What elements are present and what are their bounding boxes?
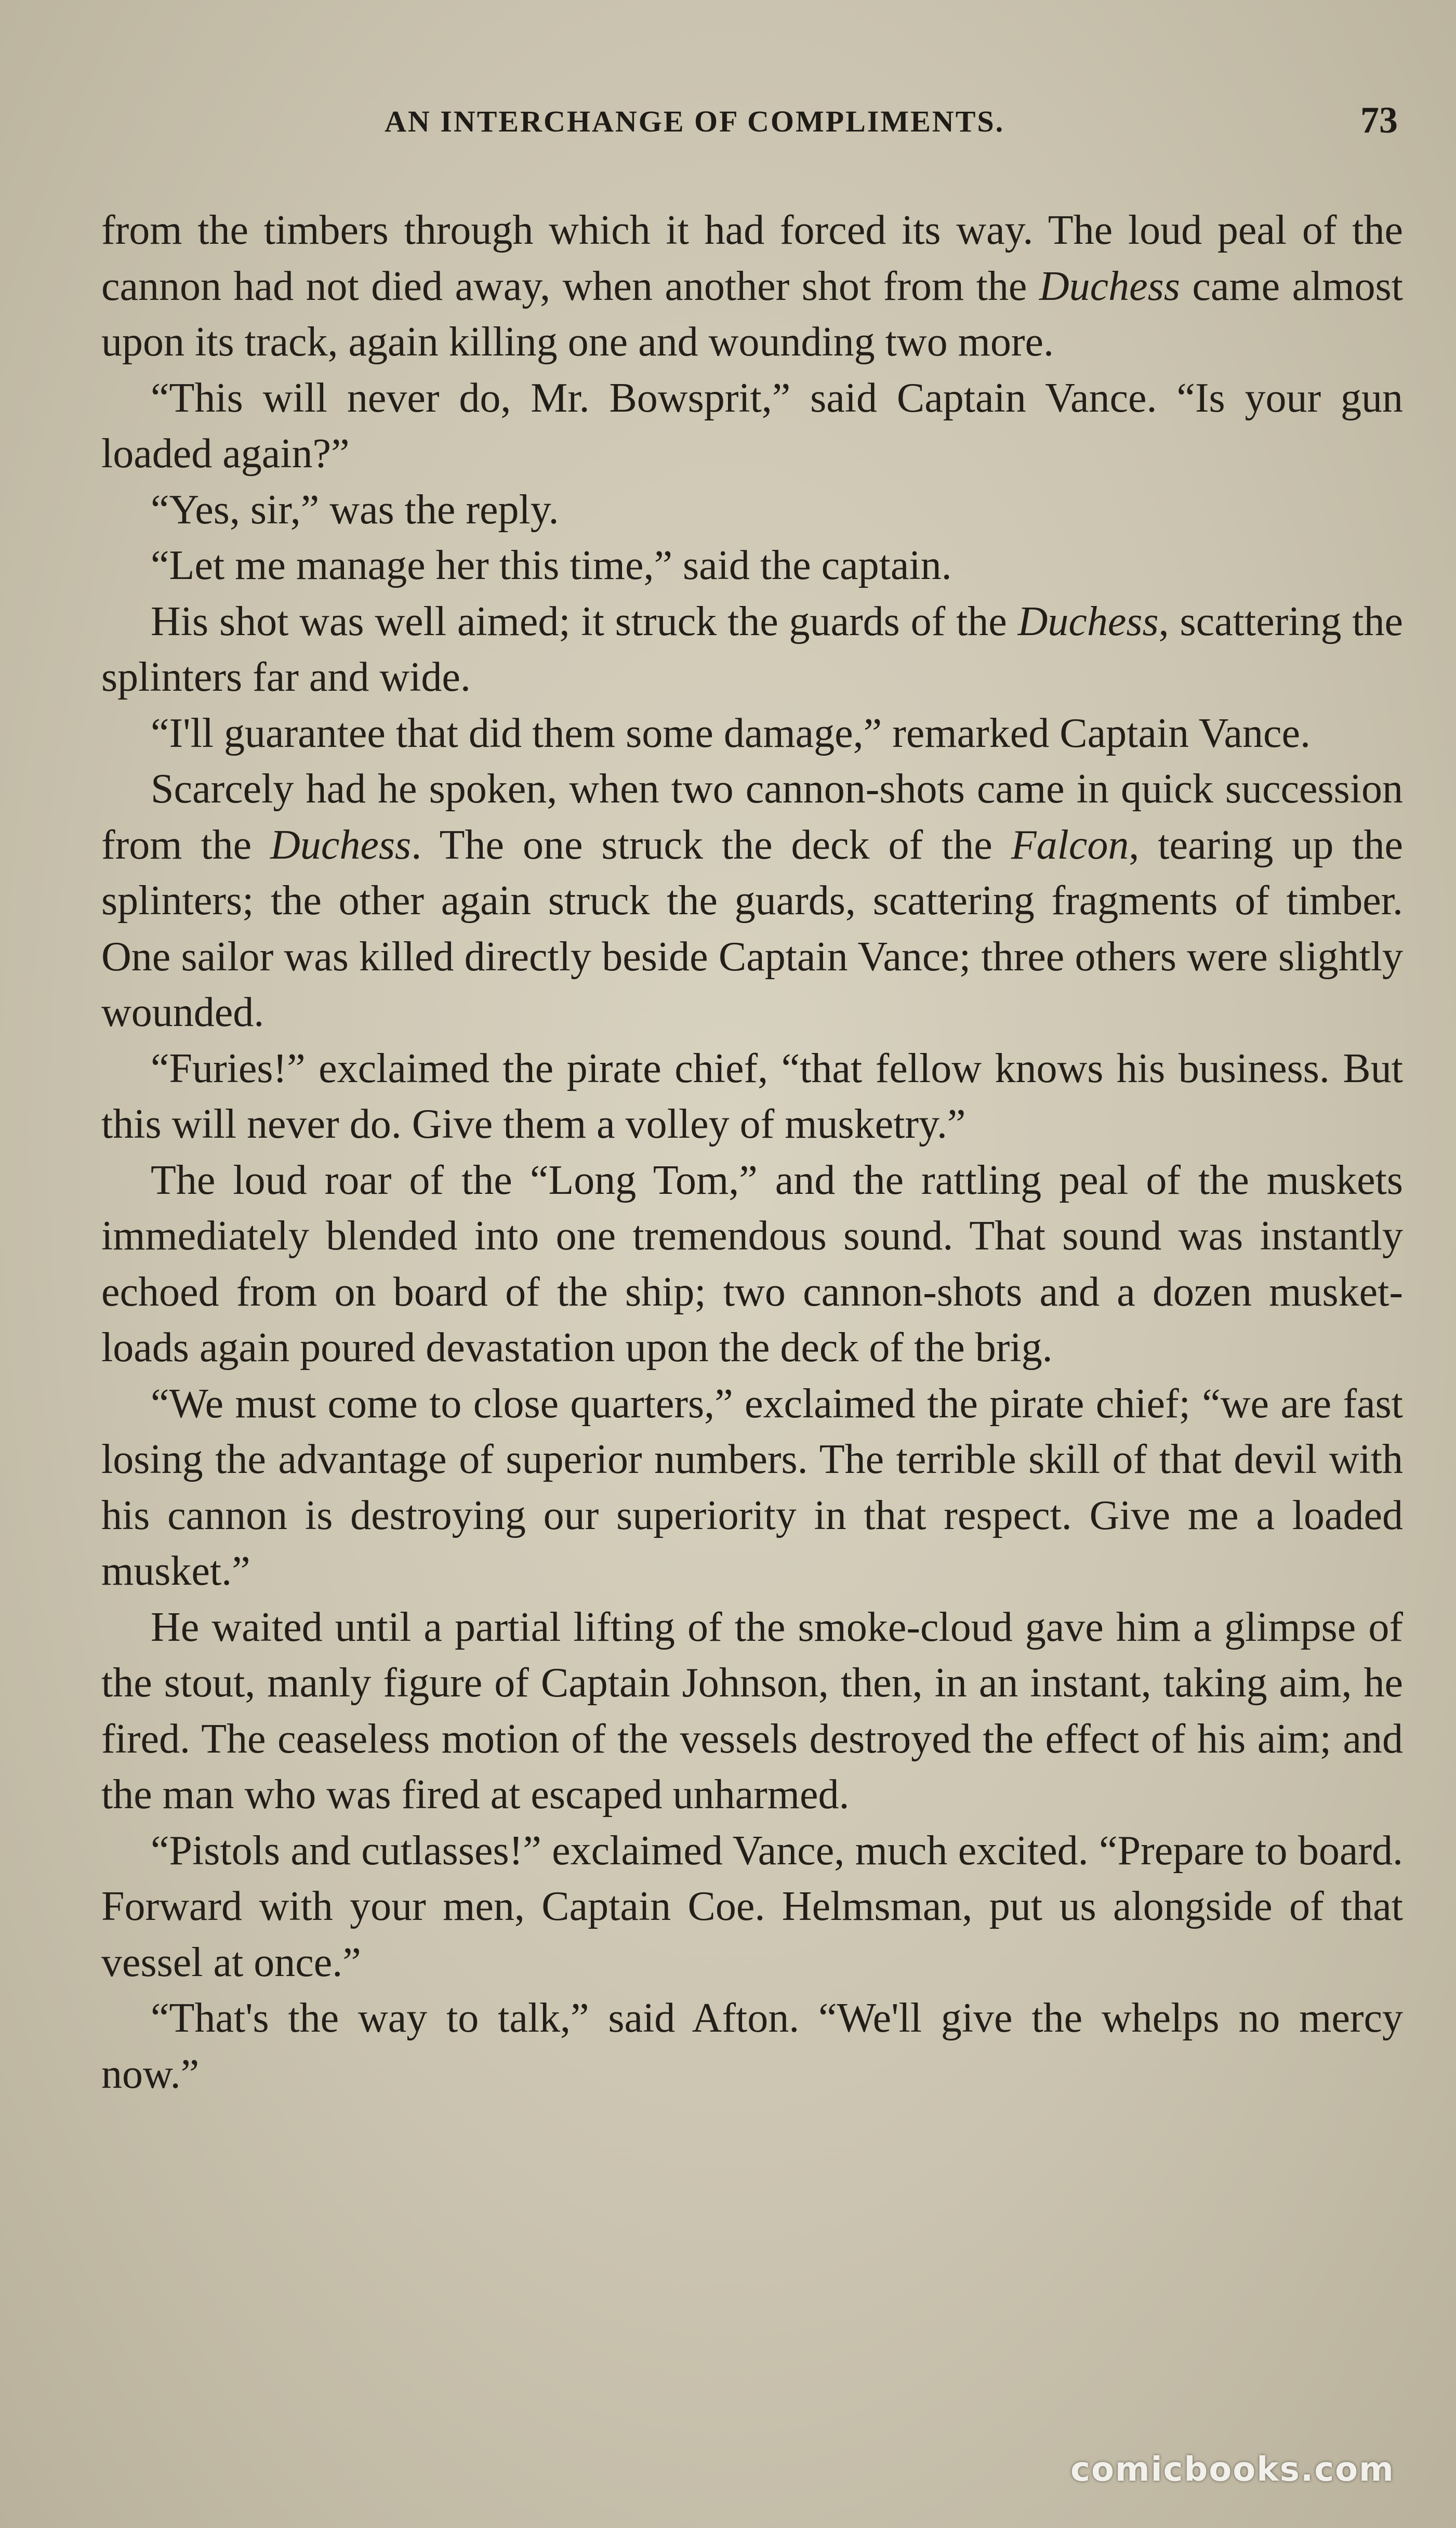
italic-text: Duchess — [1017, 598, 1159, 644]
paragraph — [101, 1376, 1403, 1600]
paragraph-text: “We must come to close quarters,” exclaimed the pirate chief; “we are fast losing the advantage of superior numbers. The terrible skill of that devil with his cannon is destroying our superiority in that respect. Give me a loaded musket.” — [101, 1380, 1403, 1594]
body-text — [101, 203, 1403, 2102]
paragraph — [101, 706, 1403, 762]
paragraph — [101, 594, 1403, 706]
paragraph — [101, 1600, 1403, 1823]
paragraph — [101, 371, 1403, 482]
paragraph-text: His shot was well aimed; it struck the guards of the — [151, 598, 1018, 644]
paragraph-text: He waited until a partial lifting of the smoke-cloud gave him a glimpse of the stout, manly figure of Captain Johnson, then, in an instant, taking aim, he fired. The ceaseless motion of the vessels destroyed the effect of his aim; and the man who was fired at escaped unharmed. — [101, 1604, 1403, 1818]
paragraph-text: “Yes, sir,” was the reply. — [151, 486, 559, 533]
italic-text: Duchess — [270, 822, 412, 868]
paragraph — [101, 1823, 1403, 1991]
paragraph-text: , scattering the splinters far and wide. — [101, 598, 1404, 700]
paragraph-text: “Furies!” exclaimed the pirate chief, “that fellow knows his business. But this will never do. Give them a volley of musketry.” — [101, 1045, 1403, 1147]
paragraph-text: “I'll guarantee that did them some damage,” remarked Captain Vance. — [151, 710, 1311, 756]
page-number: 73 — [1360, 99, 1398, 141]
paragraph — [101, 538, 1403, 594]
paragraph-text: “This will never do, Mr. Bowsprit,” said Captain Vance. “Is your gun loaded again?” — [101, 375, 1403, 477]
paragraph-text: . The one struck the deck of the — [411, 822, 1011, 868]
paragraph — [101, 1153, 1403, 1376]
paragraph-text: “Let me manage her this time,” said the captain. — [151, 543, 952, 588]
italic-text: Falcon — [1011, 822, 1129, 868]
running-title: AN INTERCHANGE OF COMPLIMENTS. — [385, 104, 1005, 138]
paragraph-text: “That's the way to talk,” said Afton. “We'll give the whelps no mercy now.” — [101, 1995, 1403, 2097]
paragraph — [101, 1041, 1403, 1153]
paragraph-text: The loud roar of the “Long Tom,” and the rattling peal of the muskets immediately blended into one tremendous sound. That sound was instantly echoed from on board of the ship; two cannon-shots and a dozen musket-loads again poured devastation upon the deck of the brig. — [101, 1157, 1403, 1371]
paragraph — [101, 1991, 1403, 2102]
paragraph — [101, 203, 1403, 371]
paragraph-text: from the timbers through which it had forced its way. The loud peal of the cannon had not died away, when another shot from the — [101, 207, 1403, 309]
italic-text: Duchess — [1039, 263, 1180, 309]
paragraph-text: came almost upon its track, again killing one and wounding two more. — [101, 263, 1403, 365]
paragraph — [101, 761, 1403, 1041]
paragraph-text: “Pistols and cutlasses!” exclaimed Vance, much excited. “Prepare to board. Forward with your men, Captain Coe. Helmsman, put us alongside of that vessel at once.” — [101, 1827, 1403, 1985]
watermark: comicbooks.com — [1070, 2451, 1395, 2489]
paragraph-text: , tearing up the splinters; the other again struck the guards, scattering fragments of timber. One sailor was killed directly beside Captain Vance; three others were slightly wounded. — [101, 822, 1404, 1035]
paragraph — [101, 482, 1403, 538]
paragraph-text: Scarcely had he spoken, when two cannon-shots came in quick succession from the — [101, 766, 1403, 868]
